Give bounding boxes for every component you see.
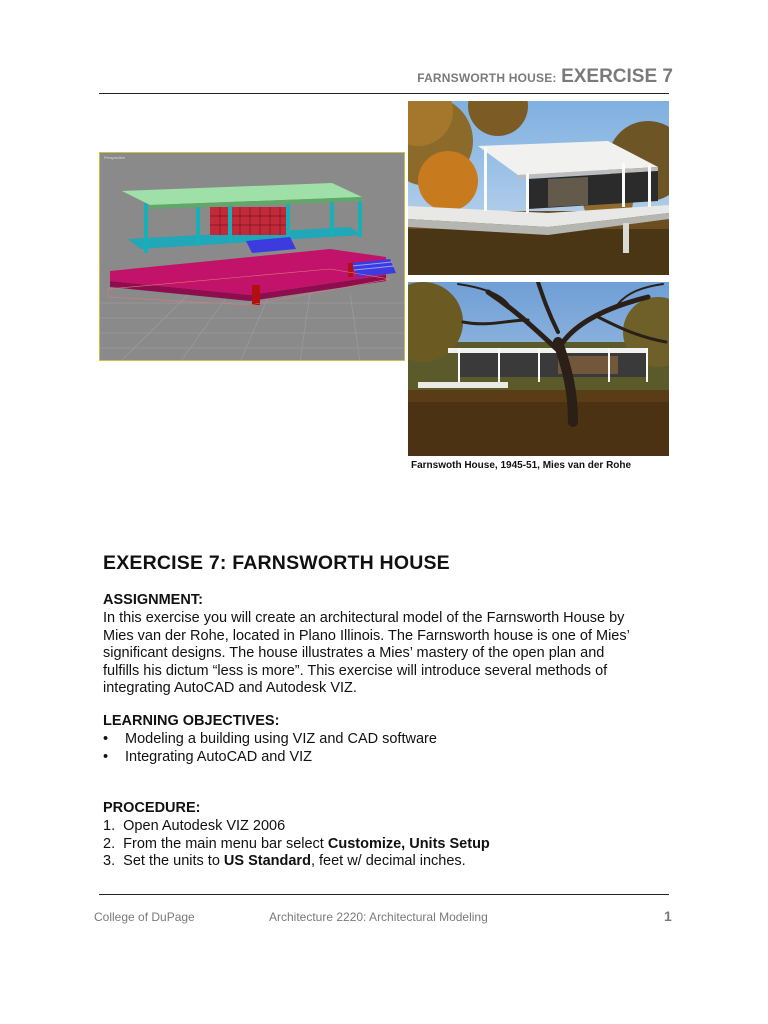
list-item-text: Integrating AutoCAD and VIZ xyxy=(125,748,312,765)
list-item xyxy=(103,731,663,749)
farnsworth-photo-autumn xyxy=(408,101,669,275)
header-exercise-label: EXERCISE 7 xyxy=(561,66,673,87)
procedure-step xyxy=(103,853,663,871)
viz-render-image xyxy=(100,153,405,361)
learning-objectives-list xyxy=(103,731,663,766)
viz-render-figure xyxy=(99,152,405,361)
bullet-icon: • xyxy=(103,731,109,747)
page-title: EXERCISE 7: FARNSWORTH HOUSE xyxy=(103,552,450,574)
footer-rule xyxy=(99,894,669,895)
farnsworth-photo-tree xyxy=(408,282,669,456)
bullet-icon: • xyxy=(103,748,109,765)
figure-caption: Farnswoth House, 1945-51, Mies van der Rohe xyxy=(411,460,632,471)
footer-course: Architecture 2220: Architectural Modeling xyxy=(269,910,488,924)
step-bold-text: US Standard xyxy=(223,853,311,869)
procedure-step xyxy=(103,818,663,836)
step-number: 2. xyxy=(103,835,116,852)
step-text-tail: , feet w/ decimal inches. xyxy=(310,853,466,869)
page-number: 1 xyxy=(664,908,672,924)
footer-college: College of DuPage xyxy=(94,910,195,924)
step-number: 3. xyxy=(103,853,116,869)
step-text: Set the units to xyxy=(123,853,224,869)
viewport-label: Perspective xyxy=(104,155,125,160)
assignment-line: In this exercise you will create an architectural model of the Farnsworth House by xyxy=(103,610,625,626)
header-rule xyxy=(99,93,669,94)
procedure-list xyxy=(103,818,663,871)
learning-objectives-heading: LEARNING OBJECTIVES: xyxy=(103,713,280,729)
step-number: 1. xyxy=(103,818,116,834)
assignment-line: Mies van der Rohe, located in Plano Illinois. The Farnsworth house is one of Mies’ xyxy=(103,627,630,644)
step-bold-text: Customize, Units Setup xyxy=(327,835,490,852)
list-item xyxy=(103,749,663,767)
assignment-line: significant designs. The house illustrates a Mies’ mastery of the open plan and xyxy=(103,645,605,661)
list-item-text: Modeling a building using VIZ and CAD software xyxy=(125,731,437,747)
page-header xyxy=(0,66,673,88)
procedure-step xyxy=(103,836,663,854)
header-section-label: FARNSWORTH HOUSE: xyxy=(417,71,557,85)
assignment-line: fulfills his dictum “less is more”. This exercise will introduce several methods of xyxy=(103,662,608,679)
assignment-heading: ASSIGNMENT: xyxy=(103,592,203,608)
assignment-paragraph xyxy=(103,610,663,698)
procedure-heading: PROCEDURE: xyxy=(103,800,201,816)
step-text: From the main menu bar select xyxy=(123,835,328,852)
step-text: Open Autodesk VIZ 2006 xyxy=(123,818,286,834)
assignment-line: integrating AutoCAD and Autodesk VIZ. xyxy=(103,680,357,696)
